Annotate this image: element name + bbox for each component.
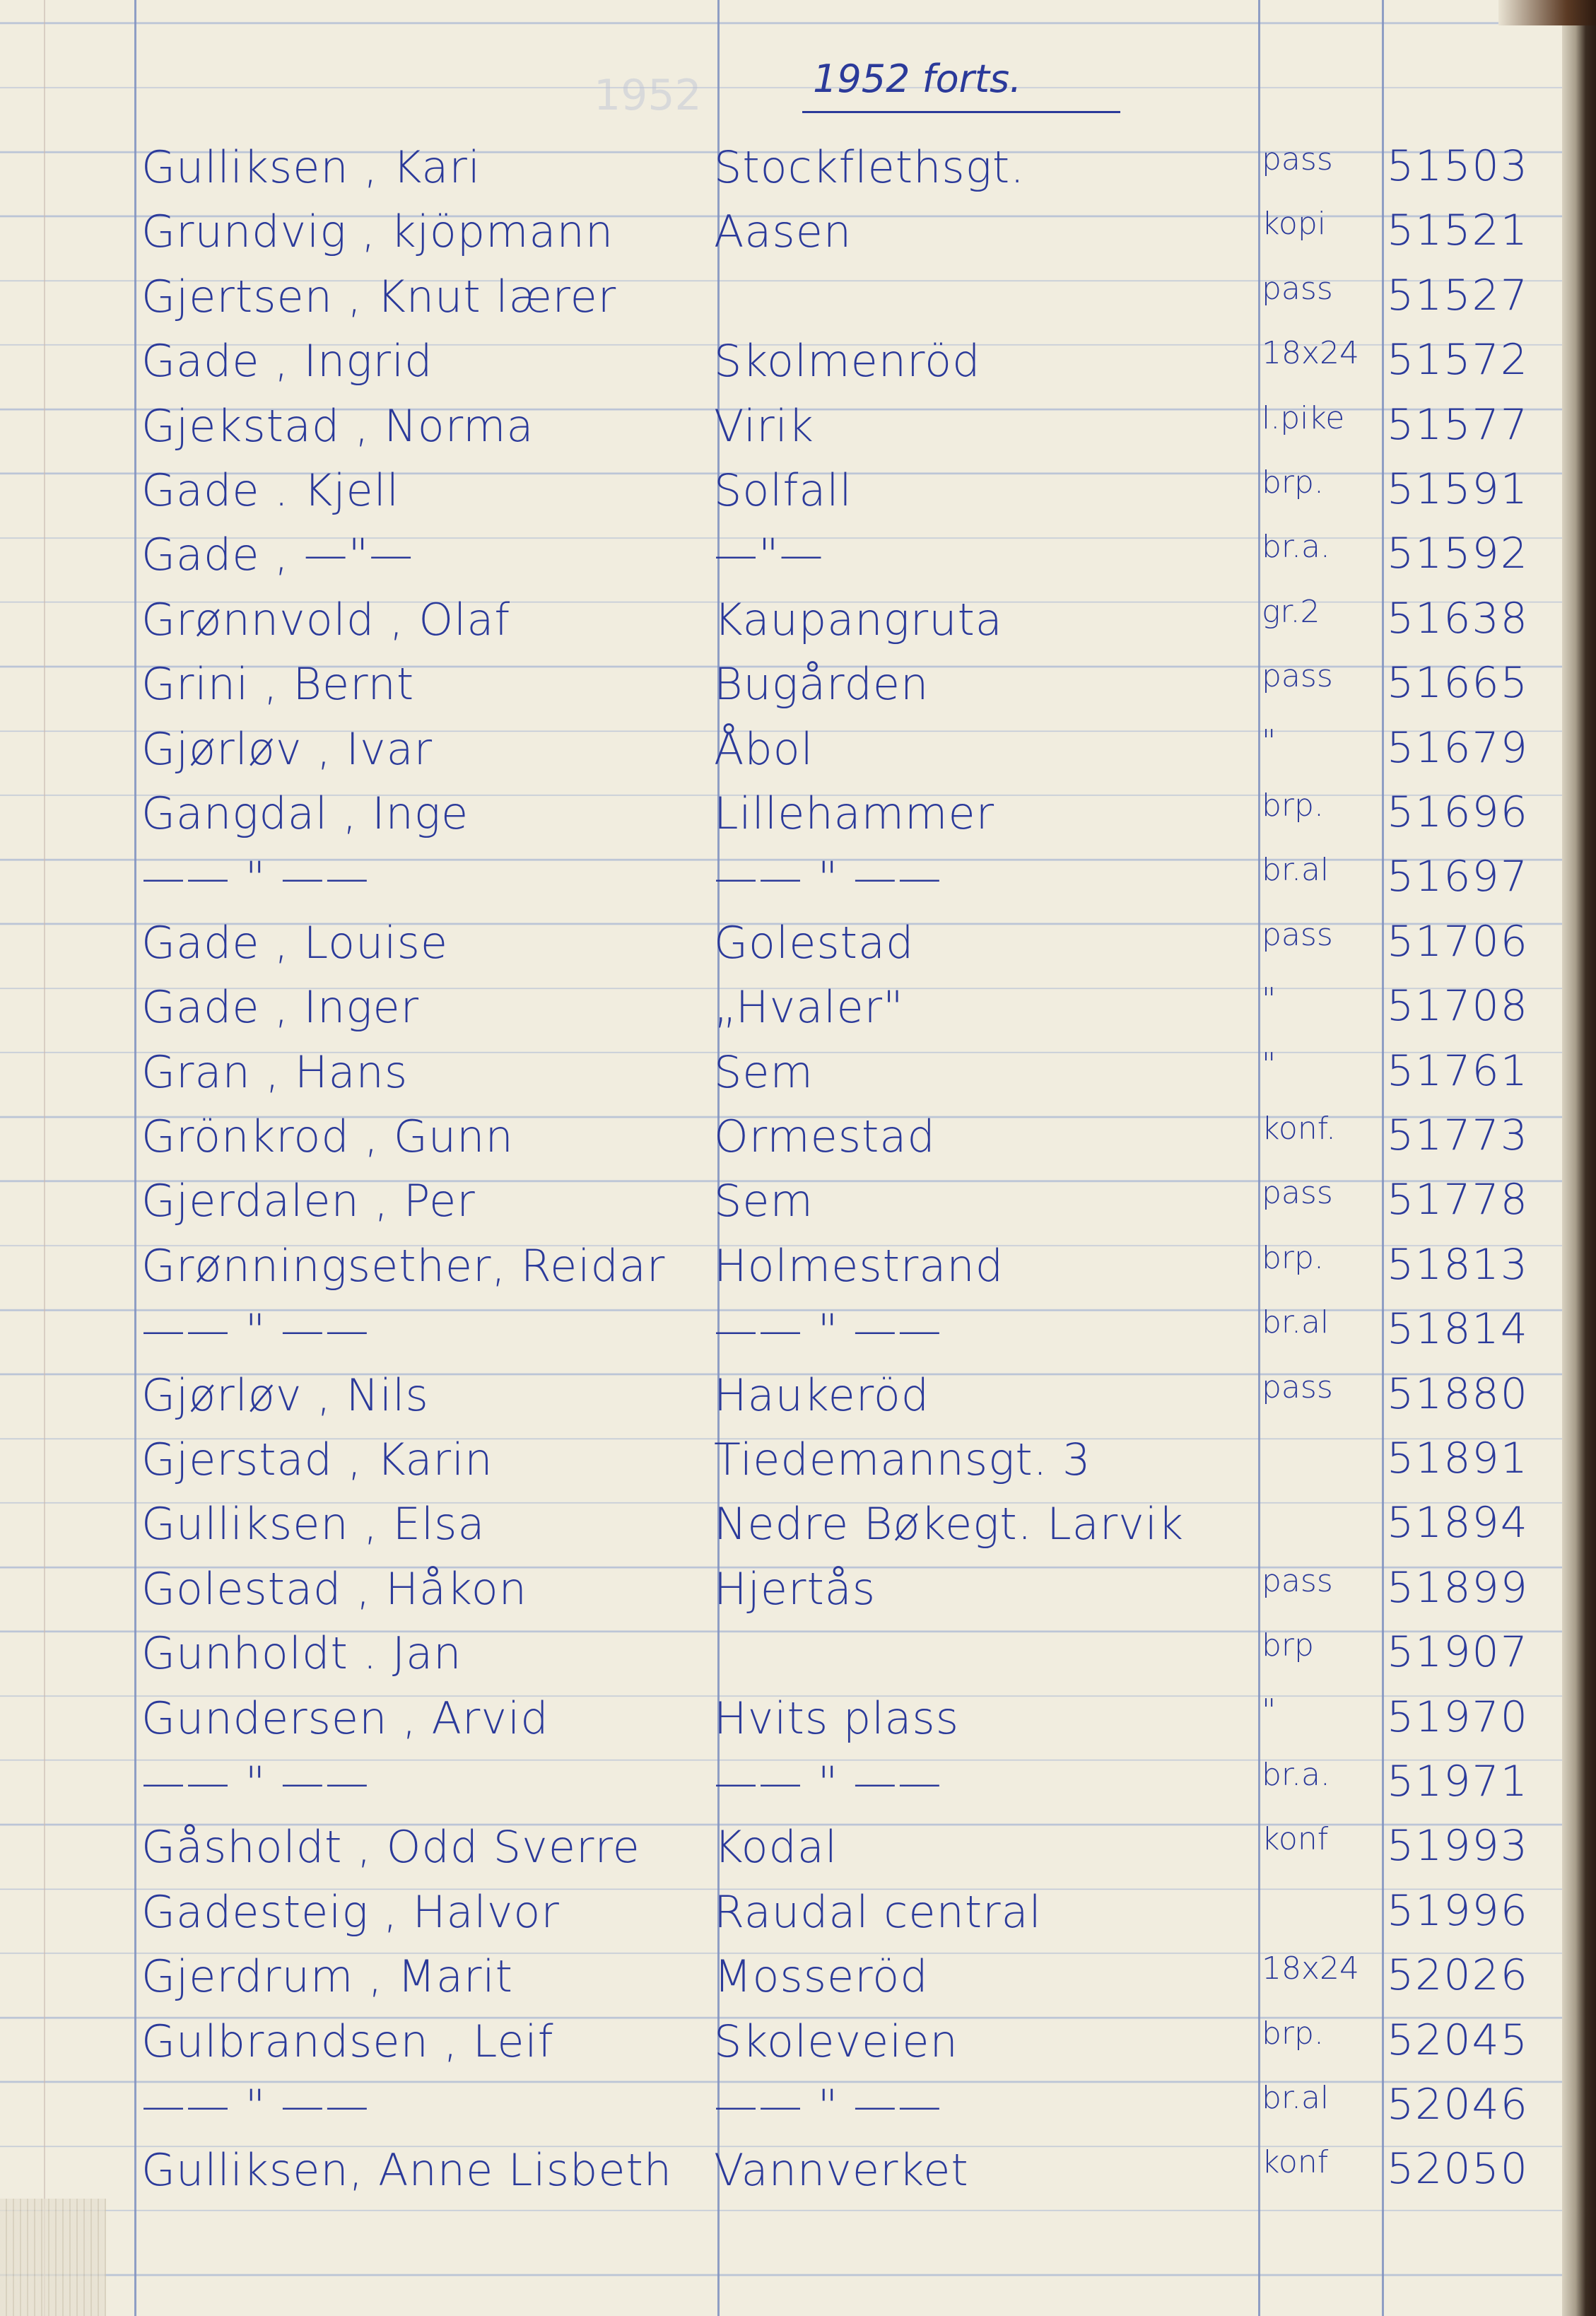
entry-place: Hjertås bbox=[714, 1562, 876, 1615]
entry-place: —— " —— bbox=[714, 2080, 942, 2131]
heading-underline bbox=[802, 111, 1120, 113]
ledger-row bbox=[0, 400, 1562, 464]
entry-type: pass bbox=[1262, 141, 1333, 177]
ledger-row bbox=[0, 1886, 1562, 1950]
ledger-row bbox=[0, 1498, 1562, 1562]
entry-place: Vannverket bbox=[714, 2144, 969, 2197]
ledger-row bbox=[0, 529, 1562, 592]
entry-place: —— " —— bbox=[714, 852, 942, 904]
entry-name: Gjekstad , Norma bbox=[141, 399, 534, 452]
entry-place: Skoleveien bbox=[714, 2015, 958, 2067]
entry-place: —— " —— bbox=[714, 1757, 942, 1808]
entry-number: 51970 bbox=[1387, 1692, 1529, 1742]
entry-number: 51996 bbox=[1387, 1885, 1529, 1936]
entry-name: Gade , Inger bbox=[141, 981, 420, 1034]
entry-name: Gjerdrum , Marit bbox=[141, 1951, 513, 2003]
entry-number: 52045 bbox=[1387, 2015, 1529, 2065]
entry-number: 51899 bbox=[1387, 1562, 1529, 1613]
entry-number: 51907 bbox=[1387, 1627, 1529, 1678]
entry-name: Gulliksen, Anne Lisbeth bbox=[141, 2144, 673, 2197]
entry-place: Stockflethsgt. bbox=[714, 141, 1025, 193]
entry-place: Åbol bbox=[714, 723, 814, 775]
entry-name: Grundvig , kjöpmann bbox=[141, 206, 614, 258]
entry-number: 51778 bbox=[1387, 1175, 1529, 1225]
entry-number: 52046 bbox=[1387, 2080, 1529, 2129]
entry-place: Tiedemannsgt. 3 bbox=[714, 1434, 1091, 1485]
entry-number: 51577 bbox=[1387, 399, 1529, 450]
entry-number: 51993 bbox=[1387, 1821, 1529, 1871]
entry-name: Grønningsether, Reidar bbox=[141, 1239, 666, 1292]
cover-corner bbox=[1498, 0, 1596, 25]
entry-type: brp. bbox=[1262, 788, 1324, 824]
entry-name: Gulbrandsen , Leif bbox=[141, 2015, 554, 2067]
entry-type: konf bbox=[1262, 2144, 1329, 2181]
entry-type: br.a. bbox=[1262, 529, 1330, 566]
entry-place: Kaupangruta bbox=[714, 593, 1003, 645]
entry-place: Ormestad bbox=[714, 1111, 936, 1162]
entry-place: Mosseröd bbox=[714, 1951, 929, 2003]
ledger-row bbox=[0, 1111, 1562, 1174]
ledger-row bbox=[0, 1046, 1562, 1110]
entry-place: —"— bbox=[714, 529, 824, 581]
entry-name: Gade , Ingrid bbox=[141, 335, 433, 387]
entry-number: 51638 bbox=[1387, 593, 1529, 643]
ledger-row bbox=[0, 1951, 1562, 2014]
entry-type: br.al bbox=[1262, 852, 1330, 889]
ledger-row bbox=[0, 464, 1562, 528]
ledger-row bbox=[0, 723, 1562, 787]
entry-place: Raudal central bbox=[714, 1885, 1042, 1938]
entry-number: 51880 bbox=[1387, 1369, 1529, 1419]
entry-number: 51813 bbox=[1387, 1239, 1529, 1289]
entry-place: Hvits plass bbox=[714, 1692, 960, 1744]
entry-number: 51521 bbox=[1387, 206, 1529, 256]
entry-type: brp. bbox=[1262, 1239, 1324, 1276]
ledger-row bbox=[0, 788, 1562, 851]
entry-name: Gjertsen , Knut lærer bbox=[141, 270, 617, 322]
entry-place: Lillehammer bbox=[714, 788, 995, 839]
entry-place: Skolmenröd bbox=[714, 335, 981, 387]
entry-number: 51706 bbox=[1387, 916, 1529, 966]
entry-number: 51503 bbox=[1387, 141, 1529, 191]
entry-type: " bbox=[1262, 981, 1277, 1018]
entry-place: Sem bbox=[714, 1046, 814, 1098]
entry-name: —— " —— bbox=[141, 1304, 370, 1357]
entry-type: pass bbox=[1262, 658, 1333, 695]
entry-number: 51697 bbox=[1387, 852, 1529, 902]
entry-type: l.pike bbox=[1262, 399, 1345, 436]
entry-type: gr.2 bbox=[1262, 593, 1320, 630]
entry-name: Gåsholdt , Odd Sverre bbox=[141, 1821, 640, 1873]
entry-number: 51708 bbox=[1387, 981, 1529, 1031]
entry-place: Virik bbox=[714, 399, 814, 452]
entry-name: Gadesteig , Halvor bbox=[141, 1885, 560, 1938]
entry-type: pass bbox=[1262, 1175, 1333, 1212]
entry-type: kopi bbox=[1262, 206, 1326, 242]
entry-name: Golestad , Håkon bbox=[141, 1562, 527, 1615]
entry-type: pass bbox=[1262, 1369, 1333, 1405]
entry-type: 18x24 bbox=[1262, 335, 1360, 372]
entry-name: Gjørløv , Ivar bbox=[141, 723, 433, 775]
entry-number: 51665 bbox=[1387, 658, 1529, 708]
entry-name: Grönkrod , Gunn bbox=[141, 1111, 514, 1162]
entry-type: " bbox=[1262, 1046, 1277, 1082]
entry-name: Gundersen , Arvid bbox=[141, 1692, 549, 1744]
ledger-row bbox=[0, 1240, 1562, 1304]
entry-number: 52026 bbox=[1387, 1951, 1529, 2001]
entry-type: " bbox=[1262, 723, 1277, 759]
entry-name: Gulliksen , Kari bbox=[141, 141, 481, 193]
entry-number: 51679 bbox=[1387, 723, 1529, 773]
ledger-row bbox=[0, 1369, 1562, 1433]
entry-number: 51591 bbox=[1387, 464, 1529, 514]
entry-type: " bbox=[1262, 1692, 1277, 1729]
entry-name: Gjerdalen , Per bbox=[141, 1175, 476, 1227]
entry-type: brp. bbox=[1262, 2015, 1324, 2052]
entry-place: Bugården bbox=[714, 658, 929, 710]
page-heading: 1952 forts. bbox=[813, 57, 1022, 101]
entry-name: —— " —— bbox=[141, 852, 370, 904]
entry-type: brp. bbox=[1262, 464, 1324, 501]
bleed-through-text: 1952 bbox=[594, 71, 702, 120]
entry-place: Holmestrand bbox=[714, 1239, 1004, 1292]
entry-type: brp bbox=[1262, 1627, 1314, 1664]
entry-number: 51773 bbox=[1387, 1111, 1529, 1160]
entry-place: Sem bbox=[714, 1175, 814, 1227]
entry-name: Gulliksen , Elsa bbox=[141, 1498, 486, 1550]
entry-type: pass bbox=[1262, 1562, 1333, 1599]
entry-name: Gangdal , Inge bbox=[141, 788, 469, 839]
entry-place: Aasen bbox=[714, 206, 852, 258]
entry-name: Gjerstad , Karin bbox=[141, 1434, 493, 1485]
ledger-row bbox=[0, 1434, 1562, 1497]
entry-name: Gran , Hans bbox=[141, 1046, 409, 1098]
entry-place: Kodal bbox=[714, 1821, 838, 1873]
entry-type: pass bbox=[1262, 270, 1333, 307]
entry-name: Grønnvold , Olaf bbox=[141, 593, 511, 645]
entry-type: konf. bbox=[1262, 1111, 1336, 1147]
ledger-row bbox=[0, 852, 1562, 916]
entry-place: —— " —— bbox=[714, 1304, 942, 1357]
ledger-row bbox=[0, 1563, 1562, 1627]
ledger-row bbox=[0, 1627, 1562, 1691]
ledger-row bbox=[0, 1757, 1562, 1820]
entry-place: Haukeröd bbox=[714, 1369, 930, 1421]
entry-type: 18x24 bbox=[1262, 1951, 1360, 1987]
ledger-row bbox=[0, 1304, 1562, 1368]
ledger-row bbox=[0, 141, 1562, 205]
entry-number: 51761 bbox=[1387, 1046, 1529, 1096]
entry-place: Solfall bbox=[714, 464, 852, 516]
entry-place: „Hvaler" bbox=[714, 981, 904, 1034]
entry-name: Grini , Bernt bbox=[141, 658, 415, 710]
entry-name: Gjørløv , Nils bbox=[141, 1369, 429, 1421]
entry-type: br.al bbox=[1262, 1304, 1330, 1341]
entry-number: 51971 bbox=[1387, 1757, 1529, 1806]
entry-type: br.a. bbox=[1262, 1757, 1330, 1793]
ledger-row bbox=[0, 1692, 1562, 1756]
entry-name: —— " —— bbox=[141, 2080, 370, 2131]
entry-number: 51592 bbox=[1387, 529, 1529, 579]
ledger-row bbox=[0, 594, 1562, 657]
entry-place: Golestad bbox=[714, 916, 915, 969]
book-spine-edge bbox=[1562, 0, 1596, 2316]
entry-number: 51527 bbox=[1387, 270, 1529, 320]
ledger-row bbox=[0, 2080, 1562, 2144]
entry-name: Gade , Louise bbox=[141, 916, 449, 969]
entry-type: konf bbox=[1262, 1821, 1329, 1858]
ledger-row bbox=[0, 1175, 1562, 1239]
ledger-row bbox=[0, 658, 1562, 722]
ledger-row bbox=[0, 981, 1562, 1045]
ledger-row bbox=[0, 1821, 1562, 1885]
entry-name: Gunholdt . Jan bbox=[141, 1627, 462, 1680]
entry-number: 51814 bbox=[1387, 1304, 1529, 1355]
ledger-row bbox=[0, 917, 1562, 981]
entry-number: 51696 bbox=[1387, 788, 1529, 837]
entry-name: Gade . Kjell bbox=[141, 464, 400, 516]
entry-number: 51572 bbox=[1387, 335, 1529, 385]
page-stack-edge bbox=[0, 2199, 106, 2316]
entry-name: —— " —— bbox=[141, 1757, 370, 1808]
entry-name: Gade , —"— bbox=[141, 529, 414, 581]
entry-number: 51894 bbox=[1387, 1498, 1529, 1548]
ledger-row bbox=[0, 335, 1562, 399]
entry-type: br.al bbox=[1262, 2080, 1330, 2116]
ledger-row bbox=[0, 271, 1562, 334]
entry-number: 52050 bbox=[1387, 2144, 1529, 2194]
entry-number: 51891 bbox=[1387, 1434, 1529, 1483]
ledger-row bbox=[0, 2016, 1562, 2079]
entry-type: pass bbox=[1262, 916, 1333, 953]
entry-place: Nedre Bøkegt. Larvik bbox=[714, 1498, 1185, 1550]
ledger-row bbox=[0, 2144, 1562, 2208]
ledger-row bbox=[0, 206, 1562, 269]
